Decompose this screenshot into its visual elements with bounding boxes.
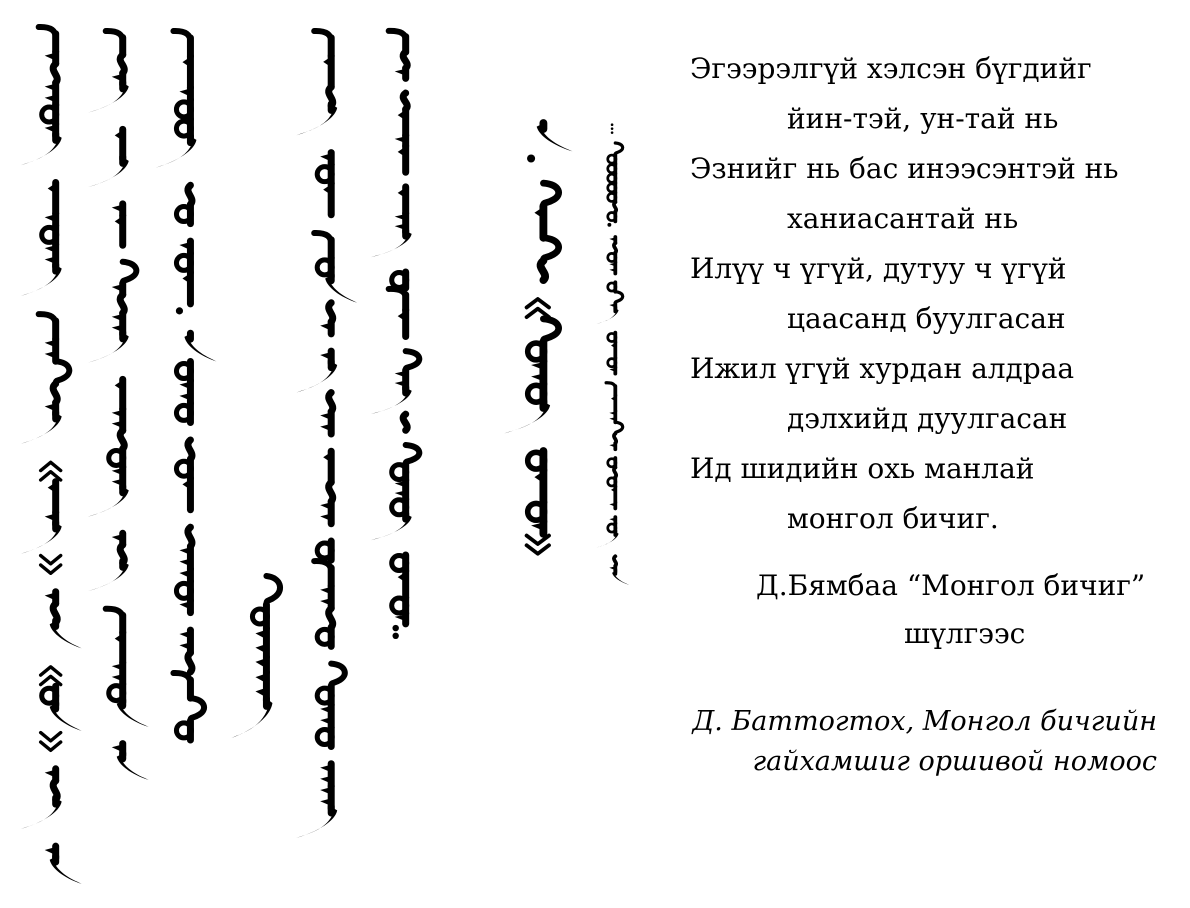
attribution-author-title: Д.Бямбаа “Монгол бичиг” (756, 569, 1146, 602)
poem-line-1: Эгээрэлгүй хэлсэн бүгдийг (690, 52, 1092, 85)
source-citation-line-1: Д. Баттогтох, Монгол бичгийн (692, 706, 1157, 737)
poem-line-4: ханиасантай нь (787, 202, 1019, 235)
mongolian-script-column-poem-line-2 (88, 28, 144, 782)
mongolian-script-column-poem-line-5 (366, 28, 430, 642)
cyrillic-text-area (690, 44, 1170, 782)
mongolian-calligraphy-line-2 (88, 28, 144, 782)
poem-cyrillic (690, 44, 1170, 544)
source-citation (690, 702, 1157, 782)
mongolian-script-column-title-attribution (500, 123, 570, 557)
mongolian-script-column-poem-line-3-continuation (228, 574, 290, 740)
poem-line-9: Ид шидийн охь манлай (690, 452, 1035, 485)
poem-line-6: цаасанд буулгасан (787, 302, 1066, 335)
mongolian-script-column-source-citation (593, 121, 629, 587)
mongolian-calligraphy-line-1 (16, 24, 80, 886)
attribution-from-poem: шүлгээс (904, 617, 1026, 650)
mongolian-script-column-poem-line-4 (294, 28, 354, 840)
mongolian-calligraphy-line-5 (366, 28, 430, 642)
mongolian-calligraphy-source (593, 121, 629, 587)
mongolian-calligraphy-line-3 (152, 28, 214, 742)
poem-line-2: йин-тэй, ун-тай нь (787, 102, 1059, 135)
poem-line-3: Эзнийг нь бас инээсэнтэй нь (690, 152, 1119, 185)
mongolian-calligraphy-title (500, 123, 570, 557)
poem-line-10: монгол бичиг. (787, 502, 999, 535)
poem-line-5: Илүү ч үгүй, дутуу ч үгүй (690, 252, 1067, 285)
poem-attribution (690, 562, 1170, 658)
poem-line-8: дэлхийд дуулгасан (787, 402, 1068, 435)
mongolian-script-column-poem-line-3 (152, 28, 214, 742)
poem-line-7: Ижил үгүй хурдан алдраа (690, 352, 1075, 385)
mongolian-calligraphy-line-3b (228, 574, 290, 740)
source-citation-line-2: гайхамшиг оршивой номоос (752, 746, 1157, 777)
mongolian-calligraphy-line-4 (294, 28, 354, 840)
mongolian-script-column-poem-line-1 (16, 24, 80, 886)
